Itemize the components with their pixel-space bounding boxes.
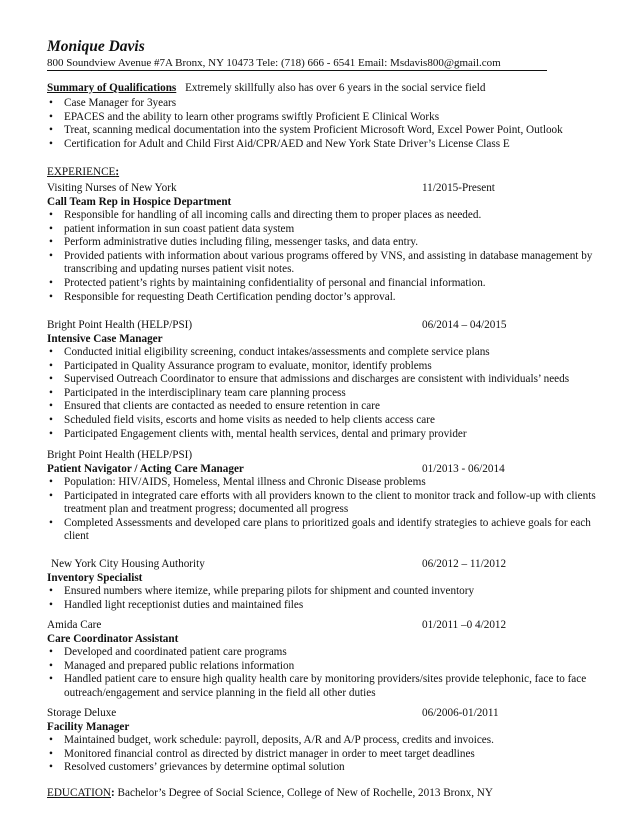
list-item: • Resolved customers’ grievances by determine optimal solution (47, 761, 607, 775)
list-item: • EPACES and the ability to learn other programs swiftly Proficient E Clinical Works (47, 111, 607, 125)
job-duties (47, 346, 607, 441)
list-item: • Developed and coordinated patient care programs (47, 646, 607, 660)
job-title: Care Coordinator Assistant (47, 633, 179, 645)
education-section: EDUCATION: Bachelor’s Degree of Social Science, College of New of Rochelle, 2013 Bronx, NY (47, 787, 493, 799)
job-title: Facility Manager (47, 721, 130, 733)
job-storage-deluxe (47, 706, 607, 775)
employer: New York City Housing Authority (51, 558, 205, 570)
list-item: • Responsible for requesting Death Certification pending doctor’s approval. (47, 291, 607, 305)
experience-heading: EXPERIENCE: (47, 166, 120, 178)
list-item: • Responsible for handling of all incoming calls and directing them to proper places as needed. (47, 209, 607, 223)
employer: Bright Point Health (HELP/PSI) (47, 449, 193, 461)
candidate-name: Monique Davis (47, 38, 145, 55)
list-item: • Handled patient care to ensure high quality health care by monitoring providers/sites provide telephonic, face to face outreach/engagement and service planning in the field all other duties (47, 673, 607, 700)
job-duties (47, 646, 607, 700)
contact-line: 800 Soundview Avenue #7A Bronx, NY 10473 Tele: (718) 666 - 6541 Email: Msdavis800@gmail.com (47, 57, 547, 71)
job-title: Call Team Rep in Hospice Department (47, 196, 232, 208)
list-item: • Certification for Adult and Child First Aid/CPR/AED and New York State Driver’s License Class E (47, 138, 607, 152)
employer: Storage Deluxe (47, 707, 117, 719)
job-dates: 06/2012 – 11/2012 (422, 558, 507, 570)
list-item: • Population: HIV/AIDS, Homeless, Mental illness and Chronic Disease problems (47, 476, 607, 490)
job-dates: 06/2006-01/2011 (422, 707, 499, 719)
summary-list (47, 97, 607, 151)
list-item: • patient information in sun coast patient data system (47, 223, 607, 237)
list-item: • Participated in integrated care efforts with all providers known to the client to monitor track and follow-up with clients treatment plan and treatment progress; documented all progress (47, 490, 607, 517)
job-title: Intensive Case Manager (47, 333, 163, 345)
list-item: • Maintained budget, work schedule: payroll, deposits, A/R and A/P process, credits and invoices. (47, 734, 607, 748)
list-item: • Participated in the interdisciplinary team care planning process (47, 387, 607, 401)
list-item: • Case Manager for 3years (47, 97, 607, 111)
list-item: • Participated Engagement clients with, mental health services, dental and primary provider (47, 428, 607, 442)
list-item: • Ensured that clients are contacted as needed to ensure retention in care (47, 400, 607, 414)
education-label: EDUCATION (47, 787, 112, 799)
list-item: • Protected patient’s rights by maintaining confidentiality of personal and financial information. (47, 277, 607, 291)
job-duties (47, 734, 607, 775)
job-dates: 01/2011 –0 4/2012 (422, 619, 507, 631)
employer: Amida Care (47, 619, 102, 631)
list-item: • Treat, scanning medical documentation into the system Proficient Microsoft Word, Excel Power Point, Outlook (47, 124, 607, 138)
employer: Bright Point Health (HELP/PSI) (47, 319, 193, 331)
job-bright-point-navigator (47, 448, 607, 544)
job-amida-care (47, 618, 607, 700)
list-item: • Supervised Outreach Coordinator to ensure that admissions and discharges are consistent with individuals’ needs (47, 373, 607, 387)
education-text: Bachelor’s Degree of Social Science, College of New of Rochelle, 2013 Bronx, NY (117, 787, 493, 799)
list-item: • Provided patients with information about various programs offered by VNS, and assisting in database management by transcribing and updating nurses patient visit notes. (47, 250, 607, 277)
job-duties (47, 585, 607, 612)
list-item: • Handled light receptionist duties and maintained files (47, 599, 607, 613)
job-visiting-nurses (47, 181, 607, 304)
list-item: • Completed Assessments and developed care plans to prioritized goals and identify strategies to achieve goals for each client (47, 517, 607, 544)
list-item: • Managed and prepared public relations information (47, 660, 607, 674)
list-item: • Conducted initial eligibility screening, conduct intakes/assessments and complete service plans (47, 346, 607, 360)
job-title: Patient Navigator / Acting Care Manager (47, 463, 244, 475)
list-item: • Scheduled field visits, escorts and home visits as needed to help clients access care (47, 414, 607, 428)
job-dates: 11/2015-Present (422, 182, 495, 194)
list-item: • Participated in Quality Assurance program to evaluate, monitor, identify problems (47, 360, 607, 374)
job-bright-point-icm (47, 318, 607, 441)
job-title: Inventory Specialist (47, 572, 143, 584)
job-nycha (47, 557, 607, 612)
list-item: • Ensured numbers where itemize, while preparing pilots for shipment and counted inventory (47, 585, 607, 599)
summary-intro: Extremely skillfully also has over 6 years in the social service field (185, 82, 486, 94)
job-dates: 06/2014 – 04/2015 (422, 319, 507, 331)
job-duties (47, 209, 607, 304)
job-dates: 01/2013 - 06/2014 (422, 463, 505, 475)
list-item: • Monitored financial control as directed by district manager in order to meet target deadlines (47, 748, 607, 762)
job-duties (47, 476, 607, 544)
summary-label: Summary of Qualifications (47, 82, 177, 94)
summary-section (47, 81, 607, 151)
list-item: • Perform administrative duties including filing, messenger tasks, and data entry. (47, 236, 607, 250)
employer: Visiting Nurses of New York (47, 182, 177, 194)
